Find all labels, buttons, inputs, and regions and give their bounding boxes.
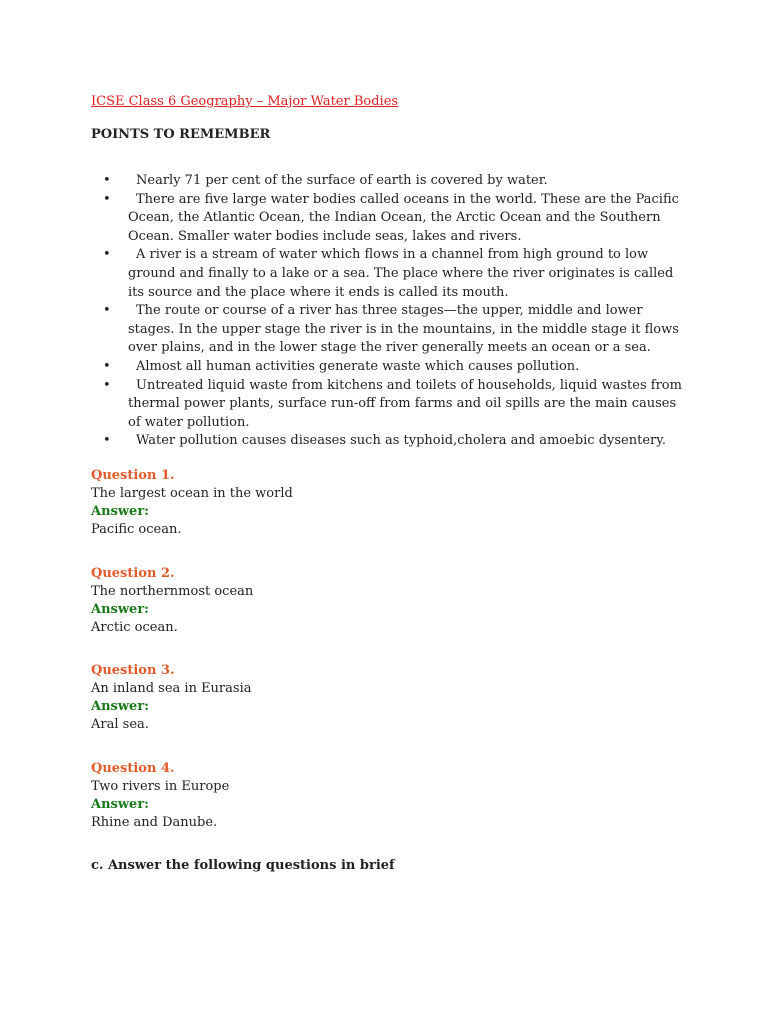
question-block-3 [91, 662, 251, 734]
points-heading: POINTS TO REMEMBER [91, 127, 271, 142]
answer-text: Pacific ocean. [91, 522, 182, 537]
list-item [91, 432, 691, 451]
bullet-icon: • [103, 303, 111, 319]
question-block-2 [91, 565, 253, 637]
point-text: Untreated liquid waste from kitchens and toilets of households, liquid wastes from thermal power plants, surface run-off from farms and oil spills are the main causes of water pollution. [128, 377, 682, 430]
question-label: Question 4. [91, 761, 175, 776]
bullet-icon: • [103, 191, 111, 207]
question-label: Question 1. [91, 468, 175, 483]
points-list [91, 172, 691, 451]
answer-label: Answer: [91, 699, 149, 714]
answer-text: Aral sea. [91, 717, 149, 732]
list-item [91, 172, 691, 191]
answer-label: Answer: [91, 504, 149, 519]
answer-label: Answer: [91, 797, 149, 812]
answer-text: Rhine and Danube. [91, 815, 218, 830]
point-text: Almost all human activities generate waste which causes pollution. [136, 358, 580, 374]
list-item [91, 191, 691, 247]
question-block-1 [91, 467, 293, 539]
section-c-heading: c. Answer the following questions in brief [91, 858, 395, 873]
document-title[interactable]: ICSE Class 6 Geography – Major Water Bodies [91, 94, 399, 109]
question-label: Question 2. [91, 566, 175, 581]
bullet-icon: • [103, 247, 111, 263]
list-item [91, 377, 691, 433]
point-text: A river is a stream of water which flows in a channel from high ground to low ground and finally to a lake or a sea. The place where the river originates is called its source and the place where it ends is called its mouth. [128, 247, 674, 300]
list-item [91, 302, 691, 358]
point-text: The route or course of a river has three stages—the upper, middle and lower stages. In the upper stage the river is in the mountains, in the middle stage it flows over plains, and in the lower stage the river generally meets an ocean or a sea. [128, 303, 679, 356]
bullet-icon: • [103, 358, 111, 374]
point-text: There are five large water bodies called oceans in the world. These are the Pacific Ocean, the Atlantic Ocean, the Indian Ocean, the Arctic Ocean and the Southern Ocean. Smaller water bodies include seas, lakes and rivers. [128, 191, 679, 244]
point-text: Nearly 71 per cent of the surface of earth is covered by water. [136, 173, 548, 188]
point-text: Water pollution causes diseases such as typhoid,cholera and amoebic dysentery. [136, 433, 666, 449]
question-text: Two rivers in Europe [91, 779, 230, 794]
bullet-icon: • [103, 433, 111, 449]
question-block-4 [91, 760, 229, 832]
answer-text: Arctic ocean. [91, 620, 178, 635]
bullet-icon: • [103, 173, 111, 188]
answer-label: Answer: [91, 602, 149, 617]
question-text: An inland sea in Eurasia [91, 681, 252, 696]
question-text: The northernmost ocean [91, 584, 254, 599]
list-item [91, 358, 691, 377]
question-label: Question 3. [91, 663, 175, 678]
question-text: The largest ocean in the world [91, 486, 293, 501]
bullet-icon: • [103, 377, 111, 393]
list-item [91, 246, 691, 302]
